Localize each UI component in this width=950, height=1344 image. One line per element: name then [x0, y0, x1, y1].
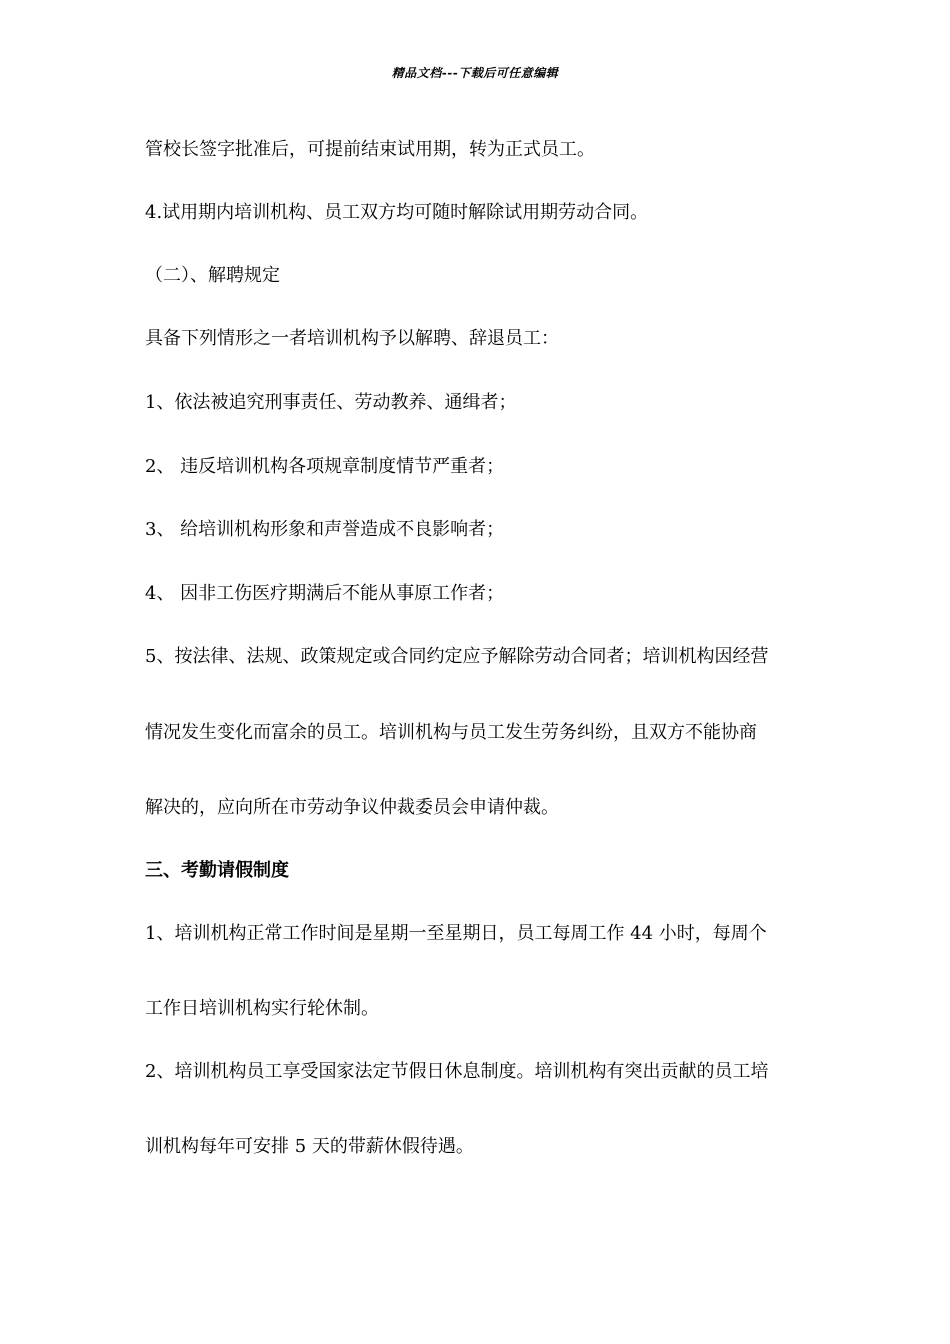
paragraph-line: 训机构每年可安排 5 天的带薪休假待遇。 — [145, 1136, 474, 1157]
paragraph-line: 4.试用期内培训机构、员工双方均可随时解除试用期劳动合同。 — [145, 202, 649, 223]
paragraph-line: 情况发生变化而富余的员工。培训机构与员工发生劳务纠纷，且双方不能协商 — [145, 722, 757, 743]
list-item: 1、依法被追究刑事责任、劳动教养、通缉者； — [145, 392, 517, 413]
list-item: 2、 违反培训机构各项规章制度情节严重者； — [145, 456, 505, 477]
list-item: 1、培训机构正常工作时间是星期一至星期日，员工每周工作 44 小时，每周个 — [145, 923, 767, 944]
section-heading: 三、考勤请假制度 — [145, 860, 289, 881]
list-item: 2、培训机构员工享受国家法定节假日休息制度。培训机构有突出贡献的员工培 — [145, 1061, 769, 1082]
list-item: 5、按法律、法规、政策规定或合同约定应予解除劳动合同者；培训机构因经营 — [145, 646, 769, 667]
list-item: 3、 给培训机构形象和声誉造成不良影响者； — [145, 519, 505, 540]
paragraph-line: 解决的，应向所在市劳动争议仲裁委员会申请仲裁。 — [145, 797, 559, 818]
section-subheading: （二）、解聘规定 — [145, 265, 280, 286]
list-item: 4、 因非工伤医疗期满后不能从事原工作者； — [145, 583, 505, 604]
paragraph-line: 工作日培训机构实行轮休制。 — [145, 998, 379, 1019]
page-header: 精品文档---下载后可任意编辑 — [391, 66, 559, 80]
paragraph-line: 具备下列情形之一者培训机构予以解聘、辞退员工： — [145, 328, 559, 349]
paragraph-line: 管校长签字批准后，可提前结束试用期，转为正式员工。 — [145, 139, 595, 160]
